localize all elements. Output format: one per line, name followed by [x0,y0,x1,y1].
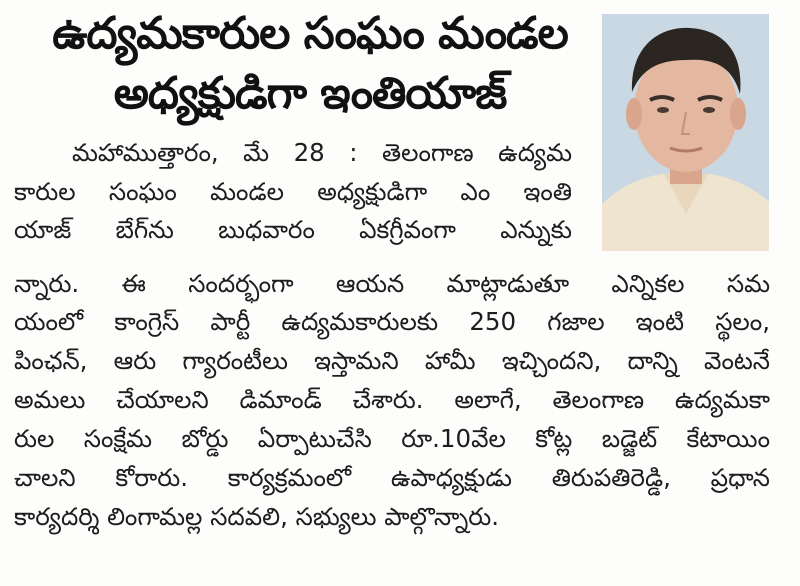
article-line: పింఛన్, ఆరు గ్యారంటీలు ఇస్తామని హామీ ఇచ్చిందని, దాన్ని వెంటనే [14,346,770,375]
article-line: న్నారు. ఈ సందర్భంగా ఆయన మాట్లాడుతూ ఎన్నికల సమ [14,269,770,298]
article-line: కారుల సంఘం మండల అధ్యక్షుడిగా ఎం ఇంతి [14,177,572,206]
portrait-photo-icon [602,14,769,251]
article-line: అమలు చేయాలని డిమాండ్ చేశారు. అలాగే, తెలంగాణ ఉద్యమకా [14,385,770,414]
article-line: చాలని కోరారు. కార్యక్రమంలో ఉపాధ్యక్షుడు తిరుపతిరెడ్డి, ప్రధాన [14,463,770,492]
article-line: మహాముత్తారం, మే 28 : తెలంగాణ ఉద్యమ [72,138,572,167]
article-line: కార్యదర్శి లింగామల్ల సదవలి, సభ్యులు పాల్గొన్నారు. [14,502,500,531]
article-line: యాజ్ బేగ్‌ను బుధవారం ఏకగ్రీవంగా ఎన్నుకు [14,215,572,244]
headline-line-1: ఉద్యమకారుల సంఘం మండల [52,8,568,59]
article-line: యంలో కాంగ్రెస్ పార్టీ ఉద్యమకారులకు 250 గజాల ఇంటి స్థలం, [14,307,770,336]
article-line: రుల సంక్షేమ బోర్డు ఏర్పాటుచేసి రూ.10వేల కోట్ల బడ్జెట్ కేటాయిం [14,424,770,453]
headline-line-2: అధ్యక్షుడిగా ఇంతియాజ్ [113,68,507,119]
